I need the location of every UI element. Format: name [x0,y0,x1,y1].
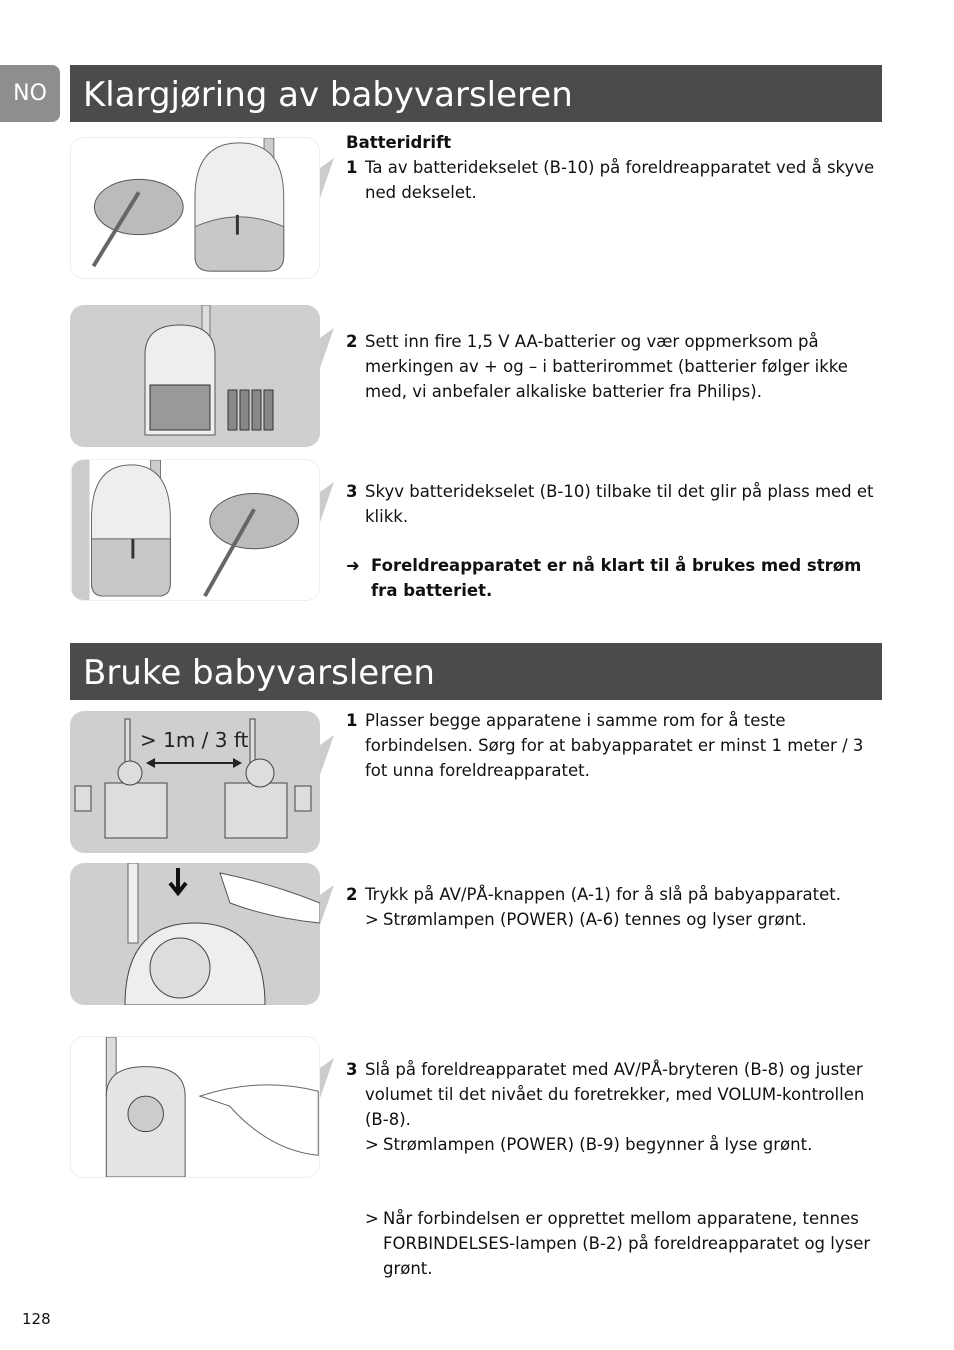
illustration-press-power [70,863,320,1005]
bullet-marker: > [365,910,379,929]
step-text: Plasser begge apparatene i samme rom for å teste forbindelsen. Sørg for at babyapparatet er minst 1 meter / 3 fot unna foreldreapparatet. [365,711,864,780]
step-text: Ta av batteridekselet (B-10) på foreldreapparatet ved å skyve ned dekselet. [365,158,875,202]
section-title-preparation: Klargjøring av babyvarsleren [70,65,882,122]
section-title-usage: Bruke babyvarsleren [70,643,882,700]
page-number: 128 [22,1310,51,1328]
pointer-icon [320,158,334,198]
pointer-icon [320,328,334,368]
step-number: 3 [346,482,358,501]
step-text: Skyv batteridekselet (B-10) tilbake til det glir på plass med et klikk. [365,482,874,526]
step-text: Sett inn fire 1,5 V AA-batterier og vær oppmerksom på merkingen av + og – i batterirommet (batterier følger ikke med, vi anbefaler alkaliske batterier fra Philips). [365,332,848,401]
bullet-marker: > [365,1135,379,1154]
illustration-remove-cover [70,137,320,279]
result-text: Foreldreapparatet er nå klart til å brukes med strøm fra batteriet. [371,556,862,600]
illustration-insert-batteries [70,305,320,447]
pointer-icon [320,482,334,522]
subheading-battery: Batteridrift [346,133,452,152]
illustration-replace-cover [70,459,320,601]
step-3-power-parent-unit [346,1057,881,1157]
result-ready [346,553,881,603]
step-2-power-baby-unit [346,882,881,932]
step-number: 2 [346,332,358,351]
bullet-marker: > [365,1209,379,1228]
step-number: 1 [346,711,358,730]
step-1-place-units [346,708,881,783]
step-number: 1 [346,158,358,177]
language-tab: NO [0,65,60,122]
connection-note [346,1206,881,1281]
illustration-switch-on-parent-unit [70,1036,320,1178]
step-text: Slå på foreldreapparatet med AV/PÅ-bryteren (B-8) og juster volumet til det nivået du foretrekker, med VOLUM-kontrollen (B-8). [365,1060,865,1129]
step-number: 3 [346,1060,358,1079]
step-text: Trykk på AV/PÅ-knappen (A-1) for å slå på babyapparatet. [365,885,841,904]
step-subtext: Strømlampen (POWER) (B-9) begynner å lyse grønt. [383,1135,813,1154]
step-number: 2 [346,885,358,904]
note-text: Når forbindelsen er opprettet mellom apparatene, tennes FORBINDELSES-lampen (B-2) på foreldreapparatet og lyser grønt. [383,1209,871,1278]
pointer-icon [320,1058,334,1098]
step-3-replace-cover [346,479,881,529]
step-2-insert-batteries [346,329,881,404]
step-1-remove-cover [346,155,881,205]
distance-label: > 1m / 3 ft [140,728,249,752]
arrow-right-icon: ➜ [346,556,360,575]
illustration-distance [70,711,320,853]
step-subtext: Strømlampen (POWER) (A-6) tennes og lyser grønt. [383,910,807,929]
pointer-icon [320,735,334,775]
pointer-icon [320,885,334,925]
